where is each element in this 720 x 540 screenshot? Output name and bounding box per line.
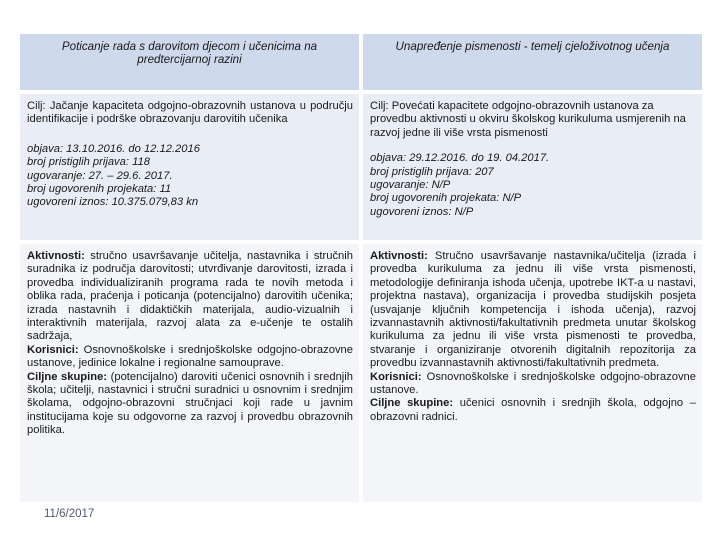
right-users-text: Osnovnoškolske i srednjoškolske odgojno-obrazovne ustanove. <box>370 370 696 397</box>
right-meta-line: objava: 29.12.2016. do 19. 04.2017. <box>370 152 550 165</box>
header-right <box>363 34 702 90</box>
left-meta-line: broj ugovorenih projekata: 11 <box>27 183 172 196</box>
right-call-info <box>370 152 696 219</box>
right-goal-label: Cilj: <box>370 100 389 112</box>
left-users-label: Korisnici: <box>27 343 79 356</box>
left-call-info <box>27 143 353 210</box>
left-meta-line: ugovoreni iznos: 10.375.079,83 kn <box>27 196 199 209</box>
right-targets-text: učenici osnovnih i srednjih škola, odgojno – obrazovni radnici. <box>370 397 696 423</box>
right-targets-label: Ciljne skupine: <box>370 397 454 410</box>
right-meta-line: broj pristiglih prijava: 207 <box>370 165 494 178</box>
left-targets-label: Ciljne skupine: <box>27 370 108 383</box>
left-activities-text: stručno usavršavanje učitelja, nastavnika i stručnih suradnika iz područja darovitosti; utvrđivanje darovitosti, izrada i provedba individualiziranih programa rada te novih metoda i oblika rada, praćenja i poticanja (potencijalno) darovitih učenika; izrada nastavnih i didaktičkih materijala, audio-vizualnih i interaktivnih materijala, razvoj alata za e-učenje te ostalih sadržaja, <box>27 250 353 343</box>
left-meta-line: broj pristiglih prijava: 118 <box>27 156 150 169</box>
left-targets-text: (potencijalno) daroviti učenici osnovnih i srednjih škola; učitelji, nastavnici i stručni suradnici u osnovnim i srednjim školama, odgojno-obrazovni stručnjaci koji rade u javnim institucijama koje su odgovorne za razvoj i provedbu obrazovnih politika. <box>27 370 353 437</box>
left-goal <box>27 100 353 127</box>
left-activities-label: Aktivnosti: <box>27 250 85 262</box>
left-meta-line: objava: 13.10.2016. do 12.12.2016 <box>27 142 200 155</box>
right-activities-label: Aktivnosti: <box>370 250 428 262</box>
left-meta-line: ugovaranje: 27. – 29.6. 2017. <box>27 169 173 182</box>
header-left <box>20 34 359 90</box>
comparison-table <box>20 34 702 494</box>
right-goal-text: Povećati kapacitete odgojno-obrazovnih ustanova za provedbu aktivnosti u okviru školskog kurikuluma usmjerenih na razvoj jedne ili više vrsta pismenosti <box>370 100 686 139</box>
left-users-text: Osnovnoškolske i srednjoškolske odgojno-obrazovne ustanove, jedinice lokalne i regionalne samouprave. <box>27 343 353 370</box>
right-meta-line: ugovoreni iznos: N/P <box>370 205 474 218</box>
right-activities-text: Stručno usavršavanje nastavnika/učitelja (izrada i provedba kurikuluma za jednu ili više vrsta pismenosti, metodologije definiranja ishoda učenja, upotrebe IKT-a u nastavi, projektna nastava), organizacija i provedba studijskih posjeta (usvajanje ključnih kompetencija i ishoda učenja), razvoj izvannastavnih aktivnosti/fakultativnih predmeta unutar školskog kurikuluma za jednu ili više vrsta pismenosti te provedba, stvaranje i organiziranje otvorenih digitalnih repozitorija za provedbu izvannastavnih aktivnosti/fakultativnih predmeta. <box>370 250 696 370</box>
left-goal-cell <box>20 94 359 240</box>
slide-date: 11/6/2017 <box>44 508 95 520</box>
right-users-label: Korisnici: <box>370 370 422 383</box>
left-goal-text: Jačanje kapaciteta odgojno-obrazovnih ustanova u području identifikacije i podrške obrazovanju darovitih učenika <box>27 100 353 126</box>
right-meta-line: ugovaranje: N/P <box>370 179 451 192</box>
right-goal-cell <box>363 94 702 240</box>
header-left-text: Poticanje rada s darovitom djecom i učenicima na predtercijarnoj razini <box>61 40 318 67</box>
right-meta-line: broj ugovorenih projekata: N/P <box>370 192 522 205</box>
left-activities-cell <box>20 244 359 502</box>
left-goal-label: Cilj: <box>27 100 46 112</box>
right-activities-cell <box>363 244 702 502</box>
header-right-text: Unapređenje pismenosti - temelj cjeloživotnog učenja <box>395 40 670 53</box>
right-goal <box>370 100 696 140</box>
